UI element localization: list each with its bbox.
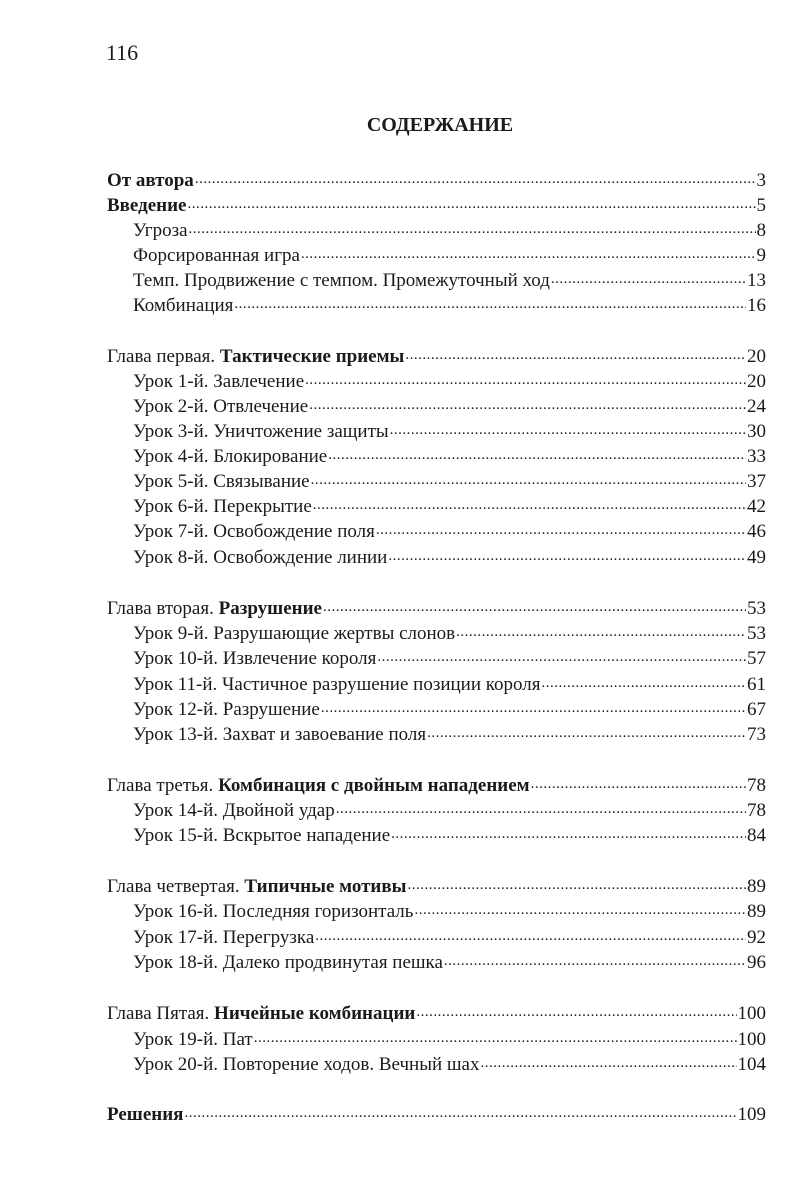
toc-entry-label: Урок 1-й. Завлечение — [133, 371, 305, 392]
dot-leader — [391, 825, 746, 847]
dot-leader — [195, 170, 756, 192]
dot-leader — [377, 648, 746, 670]
dot-leader — [407, 876, 746, 898]
toc-entry-label: Урок 4-й. Блокирование — [133, 446, 328, 467]
toc-entry — [107, 1104, 766, 1126]
toc-entry — [107, 876, 766, 898]
toc-entry-bold-label: Решения — [107, 1104, 184, 1125]
toc-title: СОДЕРЖАНИЕ — [366, 114, 514, 136]
toc-entry — [133, 521, 766, 543]
toc-entry-label: Комбинация — [133, 295, 234, 316]
toc-entry-page: 96 — [747, 952, 766, 973]
dot-leader — [480, 1054, 736, 1076]
toc-entry — [107, 775, 766, 797]
toc-entry-page: 16 — [747, 295, 766, 316]
toc-entry-page: 9 — [756, 245, 766, 266]
toc-entry-page: 67 — [747, 699, 766, 720]
dot-leader — [551, 270, 746, 292]
toc-entry — [133, 674, 766, 696]
dot-leader — [388, 547, 746, 569]
dot-leader — [301, 245, 756, 267]
toc-entry-page: 92 — [747, 927, 766, 948]
toc-entry — [133, 724, 766, 746]
dot-leader — [315, 927, 746, 949]
toc-entry-page: 89 — [747, 901, 766, 922]
toc-entry-bold-label: Типичные мотивы — [244, 876, 407, 897]
toc-entry-label: Темп. Продвижение с темпом. Промежуточный ход — [133, 270, 550, 291]
toc-entry — [133, 295, 766, 317]
toc-entry-page: 42 — [747, 496, 766, 517]
dot-leader — [323, 598, 746, 620]
toc-entry-label: Урок 10-й. Извлечение короля — [133, 648, 377, 669]
toc-entry-page: 53 — [747, 598, 766, 619]
dot-leader — [390, 421, 746, 443]
dot-leader — [531, 775, 746, 797]
toc-entry-bold-label: Тактические приемы — [219, 346, 405, 367]
toc-entry-page: 24 — [747, 396, 766, 417]
toc-entry-page: 20 — [747, 371, 766, 392]
toc-entry — [133, 270, 766, 292]
toc-entry — [133, 623, 766, 645]
toc-entry-label: Урок 5-й. Связывание — [133, 471, 310, 492]
toc-entry — [133, 471, 766, 493]
toc-entry — [133, 220, 766, 242]
dot-leader — [189, 220, 756, 242]
toc-entry-label: Урок 20-й. Повторение ходов. Вечный шах — [133, 1054, 480, 1075]
toc-entry-page: 61 — [747, 674, 766, 695]
dot-leader — [309, 396, 746, 418]
dot-leader — [254, 1029, 737, 1051]
toc-entry-page: 5 — [756, 195, 766, 216]
toc-entry-page: 33 — [747, 446, 766, 467]
toc-entry-page: 53 — [747, 623, 766, 644]
dot-leader — [427, 724, 746, 746]
dot-leader — [234, 295, 746, 317]
toc-entry — [107, 195, 766, 217]
toc-entry — [133, 901, 766, 923]
dot-leader — [336, 800, 746, 822]
toc-entry-label: Урок 2-й. Отвлечение — [133, 396, 309, 417]
toc-entry — [107, 346, 766, 368]
toc-entry-page: 20 — [747, 346, 766, 367]
toc-entry-bold-label: Ничейные комбинации — [214, 1003, 416, 1024]
toc-entry-page: 57 — [747, 648, 766, 669]
toc-entry — [133, 421, 766, 443]
toc-entry — [133, 547, 766, 569]
dot-leader — [376, 521, 746, 543]
toc-entry-page: 104 — [737, 1054, 766, 1075]
toc-entry-label: Урок 14-й. Двойной удар — [133, 800, 335, 821]
dot-leader — [405, 346, 746, 368]
toc-entry-label: Урок 7-й. Освобождение поля — [133, 521, 375, 542]
toc-entry-page: 109 — [737, 1104, 766, 1125]
toc-entry-label: Урок 6-й. Перекрытие — [133, 496, 312, 517]
dot-leader — [416, 1003, 736, 1025]
toc-entry-page: 37 — [747, 471, 766, 492]
toc-entry-label: Урок 12-й. Разрушение — [133, 699, 320, 720]
toc-entry — [133, 396, 766, 418]
dot-leader — [184, 1104, 736, 1126]
toc-entry — [107, 598, 766, 620]
toc-entry — [107, 170, 766, 192]
toc-entry — [133, 371, 766, 393]
dot-leader — [444, 952, 746, 974]
toc-entry-bold-label: Введение — [107, 195, 187, 216]
toc-entry-label: Глава четвертая. — [107, 876, 245, 897]
toc-entry-page: 100 — [737, 1029, 766, 1050]
toc-entry-page: 3 — [756, 170, 766, 191]
toc-entry — [133, 1054, 766, 1076]
toc-entry-page: 49 — [747, 547, 766, 568]
toc-entry-page: 30 — [747, 421, 766, 442]
toc-entry-page: 46 — [747, 521, 766, 542]
toc-entry — [133, 648, 766, 670]
toc-entry-bold-label: Комбинация с двойным нападением — [218, 775, 530, 796]
toc-entry-label: Глава вторая. — [107, 598, 219, 619]
toc-entry-label: Урок 9-й. Разрушающие жертвы слонов — [133, 623, 456, 644]
toc-entry-label: Урок 13-й. Захват и завоевание поля — [133, 724, 427, 745]
toc-entry-page: 73 — [747, 724, 766, 745]
dot-leader — [188, 195, 756, 217]
toc-entry — [133, 952, 766, 974]
toc-entry — [133, 800, 766, 822]
toc-entry-page: 89 — [747, 876, 766, 897]
toc-entry-page: 78 — [747, 800, 766, 821]
toc-entry-label: Форсированная игра — [133, 245, 300, 266]
toc-entry-page: 8 — [756, 220, 766, 241]
toc-entry-label: Урок 15-й. Вскрытое нападение — [133, 825, 391, 846]
toc-entry-label: Урок 11-й. Частичное разрушение позиции короля — [133, 674, 541, 695]
dot-leader — [321, 699, 746, 721]
toc-entry-label: Угроза — [133, 220, 188, 241]
dot-leader — [328, 446, 746, 468]
toc-entry-label: Урок 8-й. Освобождение линии — [133, 547, 388, 568]
toc-entry — [133, 825, 766, 847]
toc-entry-bold-label: Разрушение — [218, 598, 322, 619]
toc-entry-label: Глава первая. — [107, 346, 220, 367]
toc-entry — [133, 446, 766, 468]
page-number: 116 — [106, 40, 139, 65]
toc-entry — [133, 1029, 766, 1051]
dot-leader — [305, 371, 746, 393]
toc-entry-label: Урок 18-й. Далеко продвинутая пешка — [133, 952, 443, 973]
toc-entry-page: 100 — [737, 1003, 766, 1024]
toc-entry — [133, 927, 766, 949]
toc-entry — [133, 245, 766, 267]
dot-leader — [414, 901, 746, 923]
toc-entry-label: Глава Пятая. — [107, 1003, 215, 1024]
toc-entry-label: Урок 19-й. Пат — [133, 1029, 253, 1050]
toc-entry-label: Урок 16-й. Последняя горизонталь — [133, 901, 414, 922]
toc-entry — [133, 496, 766, 518]
toc-entry-label: Урок 17-й. Перегрузка — [133, 927, 315, 948]
toc-entry-label: Глава третья. — [107, 775, 219, 796]
toc-entry — [107, 1003, 766, 1025]
toc-entry-bold-label: От автора — [107, 170, 194, 191]
toc-entry-page: 78 — [747, 775, 766, 796]
dot-leader — [456, 623, 746, 645]
dot-leader — [541, 674, 746, 696]
toc-entry-page: 13 — [747, 270, 766, 291]
toc-entry-label: Урок 3-й. Уничтожение защиты — [133, 421, 389, 442]
dot-leader — [313, 496, 746, 518]
dot-leader — [311, 471, 746, 493]
toc-entry-page: 84 — [747, 825, 766, 846]
toc-entry — [133, 699, 766, 721]
